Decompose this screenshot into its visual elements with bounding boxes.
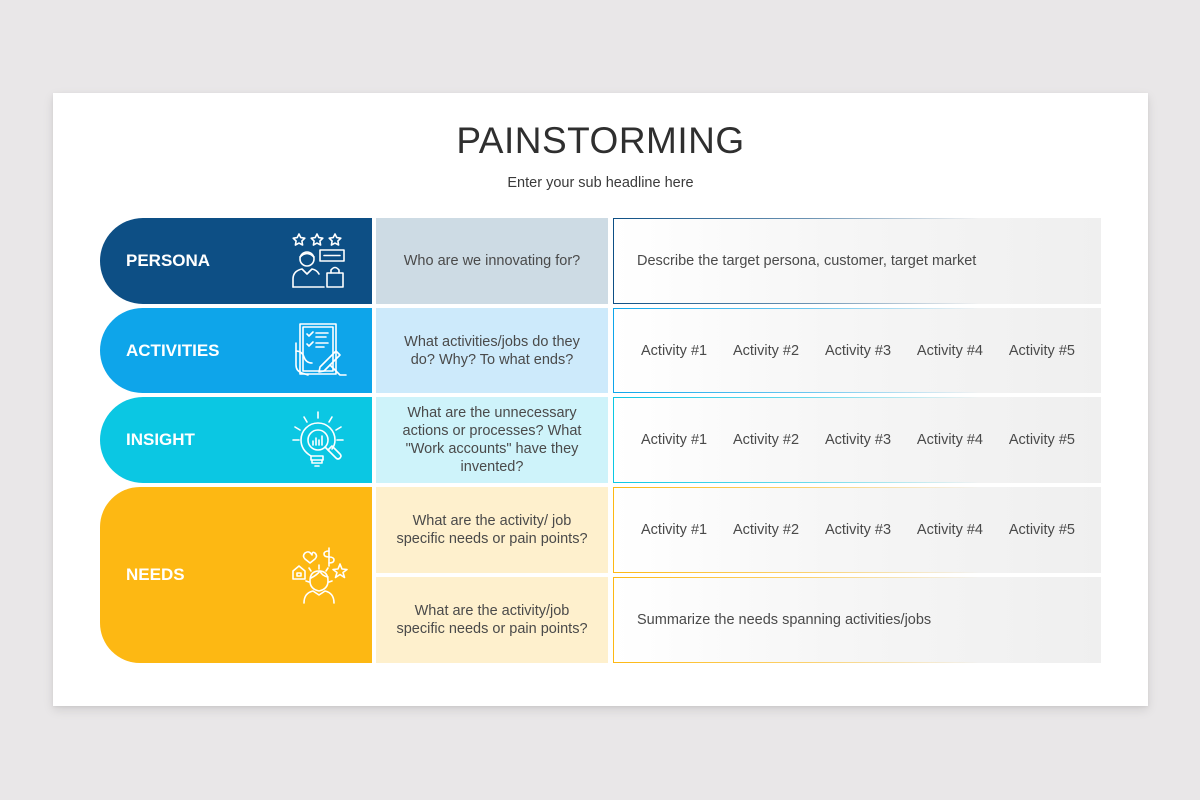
label-activities-text: ACTIVITIES (126, 340, 220, 360)
activity-item: Activity #4 (916, 522, 983, 538)
activity-item: Activity #5 (1008, 342, 1075, 359)
content-needs-summary (613, 577, 1101, 663)
question-persona-text: Who are we innovating for? (403, 253, 581, 269)
slide (53, 93, 1148, 706)
page-subtitle: Enter your sub headline here (507, 175, 694, 191)
activity-item: Activity #5 (1008, 522, 1075, 538)
label-persona-text: PERSONA (126, 251, 211, 270)
label-persona (100, 218, 372, 304)
question-persona (376, 218, 608, 304)
activity-item: Activity #2 (732, 342, 800, 359)
activity-item: Activity #2 (732, 522, 800, 538)
question-insight-text: What are the unnecessary actions or processes? What "Work accounts" have they invented? (402, 405, 582, 475)
needs-list (613, 522, 1101, 538)
activity-item: Activity #3 (824, 432, 892, 448)
activity-item: Activity #3 (824, 342, 892, 359)
page-title: PAINSTORMING (456, 120, 745, 161)
question-activities (376, 308, 608, 393)
content-needs-summary-text: Summarize the needs spanning activities/jobs (637, 612, 932, 628)
activity-item: Activity #1 (641, 342, 708, 359)
activity-item: Activity #2 (732, 432, 800, 448)
activity-item: Activity #4 (916, 432, 983, 448)
question-activities-text: What activities/jobs do they do? Why? To what ends? (404, 333, 580, 368)
label-needs (100, 487, 372, 663)
question-needs-2-text: What are the activity/job specific needs or pain points? (396, 603, 588, 637)
label-insight-text: INSIGHT (126, 430, 195, 449)
activity-item: Activity #1 (641, 522, 708, 538)
insight-list (613, 432, 1101, 448)
label-insight (100, 397, 372, 483)
question-insight (376, 397, 608, 483)
question-needs-1-text: What are the activity/ job specific needs or pain points? (396, 513, 588, 547)
activity-item: Activity #3 (824, 522, 892, 538)
activity-item: Activity #1 (641, 432, 708, 448)
checklist-writing-icon (290, 321, 350, 381)
persona-rating-icon (290, 231, 350, 291)
content-activities (613, 308, 1101, 393)
lightbulb-analysis-icon (290, 410, 350, 470)
content-persona-text: Describe the target persona, customer, target market (637, 253, 977, 269)
question-needs-2 (376, 577, 608, 663)
label-needs-text: NEEDS (126, 565, 185, 584)
content-insight (613, 397, 1101, 483)
label-activities (100, 308, 372, 393)
activity-item: Activity #4 (916, 342, 983, 359)
content-needs-activities (613, 487, 1101, 573)
activity-item: Activity #5 (1008, 432, 1075, 448)
person-needs-icon (290, 545, 350, 605)
question-needs-1 (376, 487, 608, 573)
content-persona (613, 218, 1101, 304)
activities-list (613, 343, 1101, 359)
